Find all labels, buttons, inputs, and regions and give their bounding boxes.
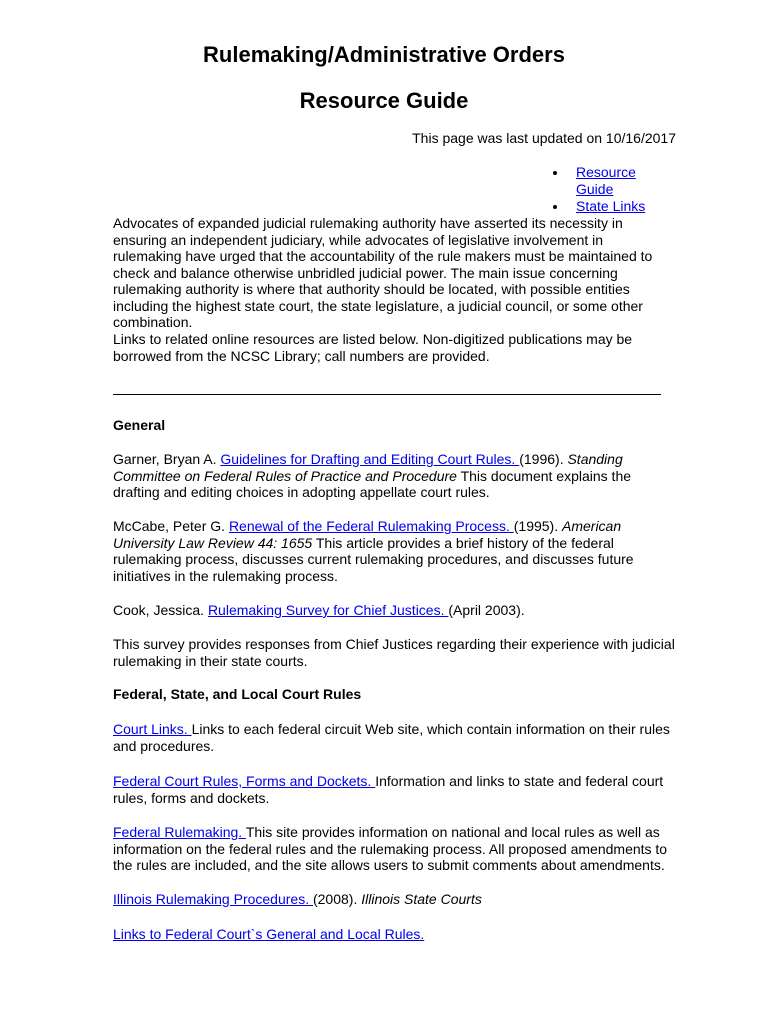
link-guidelines-drafting[interactable]: Guidelines for Drafting and Editing Court Rules.: [220, 451, 520, 467]
last-updated-note: This page was last updated on 10/16/2017: [412, 130, 676, 146]
resources-note-paragraph: Links to related online resources are listed below. Non-digitized publications may be borrowed from the NCSC Library; call numbers are provided.: [113, 331, 633, 364]
table-of-contents: [553, 164, 675, 215]
entry-description: This article provides a brief history of the federal rulemaking process, discusses current rulemaking procedures, and discusses future initiatives in the rulemaking process.: [113, 534, 634, 584]
link-renewal-federal-rulemaking[interactable]: Renewal of the Federal Rulemaking Process.: [228, 518, 514, 534]
entry-illinois: [113, 891, 675, 908]
section-divider: [113, 394, 661, 395]
link-rulemaking-survey[interactable]: Rulemaking Survey for Chief Justices.: [207, 602, 449, 618]
entry-year: (April 2003).: [448, 602, 525, 618]
toc-link-resource-guide[interactable]: Resource Guide: [576, 164, 636, 197]
entry-author: Garner, Bryan A.: [113, 451, 221, 467]
entry-description: This site provides information on national and local rules as well as information on the federal rules and the rulemaking process. All proposed amendments to the rules are included, and the site allows users to submit comments about amendments.: [113, 824, 668, 873]
entry-federal-general-local: [113, 926, 675, 943]
entry-source: Illinois State Courts: [361, 891, 482, 907]
entry-year: (1995).: [513, 518, 562, 534]
section-heading-court-rules: Federal, State, and Local Court Rules: [113, 686, 362, 702]
link-federal-court-rules-forms[interactable]: Federal Court Rules, Forms and Dockets.: [113, 773, 376, 789]
link-illinois-rulemaking[interactable]: Illinois Rulemaking Procedures.: [113, 891, 313, 907]
intro-paragraph: Advocates of expanded judicial rulemaking authority have asserted its necessity in ensuring an independent judiciary, while advocates of legislative involvement in rulemaking have urged that the accountability of the rule makers must be maintained to check and balance otherwise unbridled judicial power. The main issue concerning rulemaking authority is where that authority should be located, with possible entities including the highest state court, the state legislature, a judicial council, or some other combination.: [113, 215, 653, 330]
toc-item: [553, 198, 675, 215]
link-court-links[interactable]: Court Links.: [113, 721, 192, 737]
entry-cook: [113, 602, 675, 619]
entry-year: (2008).: [312, 891, 362, 907]
entry-year: (1996).: [519, 451, 568, 467]
link-federal-rulemaking[interactable]: Federal Rulemaking.: [113, 824, 246, 840]
link-federal-general-local-rules[interactable]: Links to Federal Court`s General and Local Rules.: [113, 926, 425, 942]
page-subtitle: Resource Guide: [299, 88, 469, 113]
entry-federal-forms: [113, 773, 675, 806]
entry-source: Standing Committee on Federal Rules of Practice and Procedure: [113, 451, 623, 484]
toc-item: [553, 164, 675, 198]
page-title: Rulemaking/Administrative Orders: [203, 42, 565, 67]
entry-author: Cook, Jessica.: [113, 602, 208, 618]
entry-description: Links to each federal circuit Web site, which contain information on their rules and procedures.: [113, 721, 670, 754]
entry-mccabe: [113, 518, 675, 584]
entry-description: This document explains the drafting and editing choices in adopting appellate court rules.: [113, 467, 632, 500]
entry-federal-rulemaking: [113, 824, 675, 874]
section-heading-general: General: [113, 417, 166, 433]
entry-garner: [113, 451, 675, 501]
entry-court-links: [113, 721, 675, 754]
survey-paragraph: This survey provides responses from Chief Justices regarding their experience with judicial rulemaking in their state courts.: [113, 636, 675, 669]
entry-author: McCabe, Peter G.: [113, 518, 229, 534]
entry-source: American University Law Review 44: 1655: [113, 518, 622, 551]
entry-description: Information and links to state and federal court rules, forms and dockets.: [113, 773, 664, 806]
toc-link-state-links[interactable]: State Links: [576, 198, 646, 214]
